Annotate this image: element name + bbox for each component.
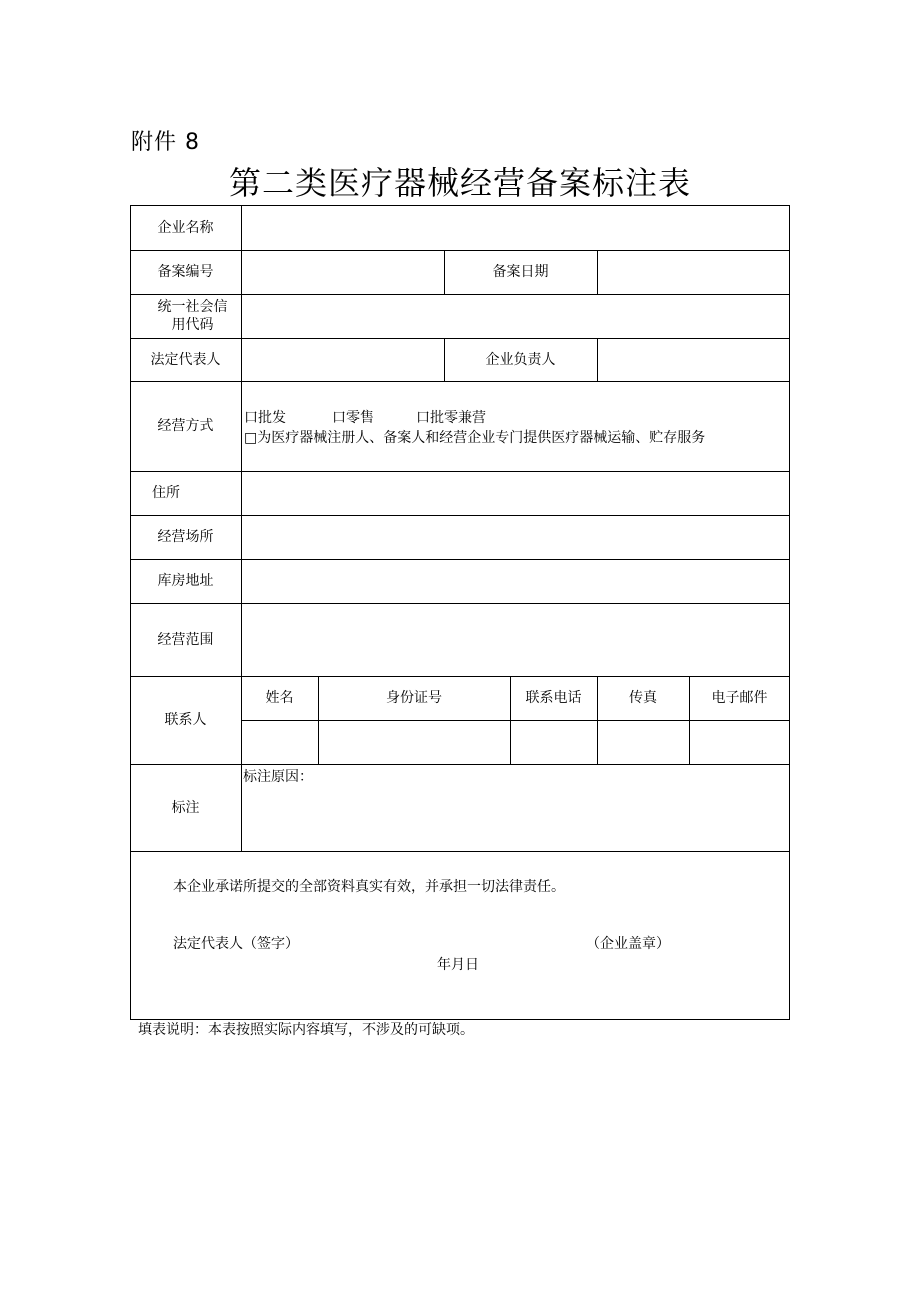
credit-code-label: 统一社会信用代码 [157,299,228,333]
logistics-service-option[interactable]: □为医疗器械注册人、备案人和经营企业专门提供医疗器械运输、贮存服务 [244,430,706,446]
filing-date-label: 备案日期 [492,264,549,280]
contact-label: 联系人 [164,712,207,728]
table-rule [597,250,598,294]
legal-rep-label: 法定代表人 [150,351,221,368]
filing-number-label: 备案编号 [157,264,214,280]
table-rule [241,720,790,721]
contact-header-name: 姓名 [265,690,294,706]
annotation-label: 标注 [171,799,200,816]
table-rule [241,205,242,851]
wholesale-option[interactable]: 口批发 [244,410,286,426]
annotation-reason-label: 标注原因： [243,769,313,785]
business-scope-label: 经营范围 [157,631,214,648]
wholesale-retail-option[interactable]: 口批零兼营 [416,410,486,426]
footer-note: 填表说明：本表按照实际内容填写，不涉及的可缺项。 [138,1022,474,1038]
retail-option[interactable]: 口零售 [332,410,374,426]
company-name-label: 企业名称 [157,219,214,236]
residence-label: 住所 [152,485,180,501]
table-rule [130,851,790,852]
legal-rep-signature: 法定代表人（签字） [173,936,299,952]
contact-header-email: 电子邮件 [711,690,768,706]
page-title: 第二类医疗器械经营备案标注表 [228,164,691,202]
contact-header-id-number: 身份证号 [386,690,442,706]
business-premises-label: 经营场所 [157,529,214,545]
warehouse-address-label: 库房地址 [157,573,214,589]
table-rule [597,338,598,381]
person-in-charge-label: 企业负责人 [485,351,556,368]
declaration-promise: 本企业承诺所提交的全部资料真实有效，并承担一切法律责任。 [173,879,565,895]
attachment-label: 附件 8 [131,130,200,155]
contact-header-fax: 传真 [629,690,657,706]
business-mode-label: 经营方式 [157,418,214,434]
business-mode-options [244,408,705,448]
company-seal: （企业盖章） [586,936,670,952]
declaration-date: 年月日 [437,957,479,973]
contact-header-phone: 联系电话 [525,690,582,706]
